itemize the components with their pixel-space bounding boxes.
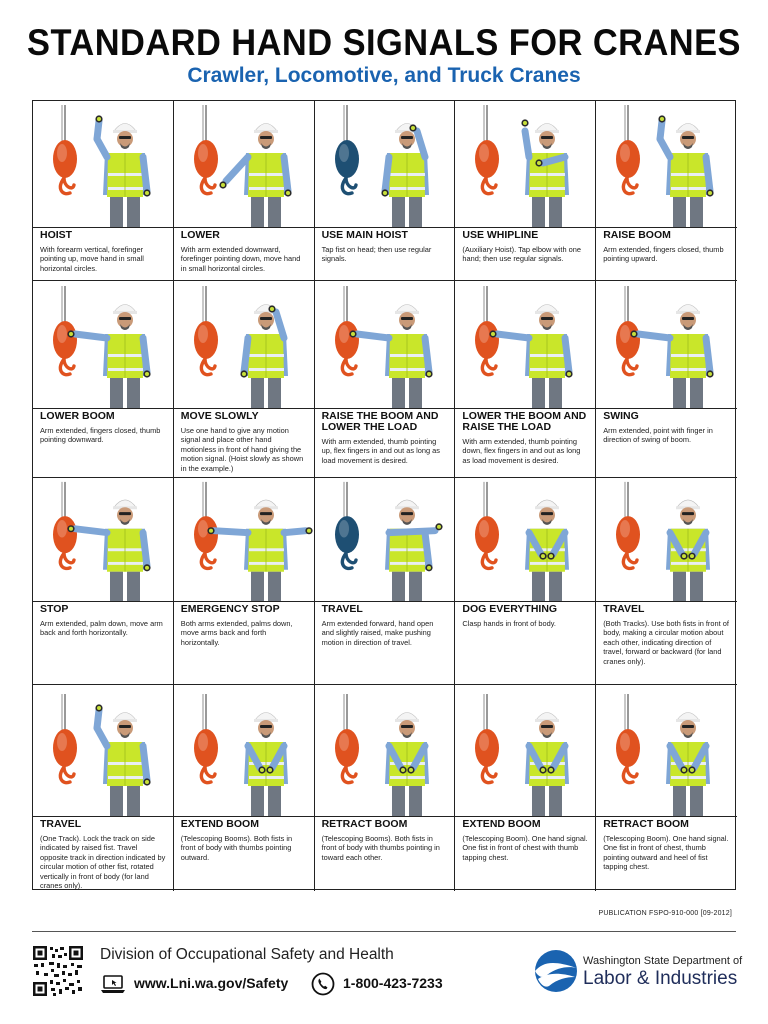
signal-label	[33, 816, 173, 890]
signal-illustration	[596, 101, 737, 227]
signal-description: Use one hand to give any motion signal and place other hand motionless in front of hand giving the motion signal. (Hoist slowly as shown in the example.)	[180, 426, 304, 473]
phone-icon	[311, 972, 335, 1001]
signal-title: RETRACT BOOM	[321, 818, 408, 830]
laptop-icon	[100, 974, 126, 999]
signal-title: LOWER THE BOOM AND RAISE THE LOAD	[462, 410, 587, 433]
signal-description: Arm extended, fingers closed, thumb pointing upward.	[603, 245, 724, 264]
signal-card	[174, 685, 315, 891]
signal-description: Tap fist on head; then use regular signals.	[321, 245, 432, 264]
signal-title: RAISE BOOM	[603, 229, 671, 241]
signal-label	[455, 601, 595, 628]
signal-card	[33, 478, 174, 685]
signal-description: (Both Tracks). Use both fists in front of body, making a circular motion about each other, indicating direction of travel, forward or backward (for land cranes only).	[603, 619, 729, 666]
signal-card	[33, 281, 174, 478]
signal-label	[174, 408, 314, 473]
signal-illustration	[315, 685, 455, 816]
publication-number: PUBLICATION FSPO-910-000 [09-2012]	[598, 910, 732, 917]
signal-label	[315, 816, 455, 862]
signal-description: With arm extended, thumb pointing up, flex fingers in and out as long as load movement is desired.	[321, 437, 440, 465]
signal-illustration	[455, 281, 595, 408]
signal-description: Arm extended forward, hand open and slightly raised, make pushing motion in direction of travel.	[321, 619, 434, 647]
signal-label	[174, 601, 314, 647]
signal-illustration	[174, 478, 314, 601]
phone-number[interactable]: 1-800-423-7233	[343, 975, 443, 991]
signal-card	[174, 281, 315, 478]
signal-label	[174, 816, 314, 862]
signal-description: Arm extended, palm down, move arm back and forth horizontally.	[40, 619, 163, 638]
signal-label	[596, 227, 737, 264]
signal-label	[33, 227, 173, 273]
signal-description: With arm extended downward, forefinger pointing down, move hand in small horizontal circles.	[180, 245, 301, 273]
website-link[interactable]: www.Lni.wa.gov/Safety	[134, 975, 289, 991]
signal-description: (Telescoping Boom). One hand signal. One fist in front of chest with thumb tapping chest.	[462, 834, 588, 862]
signal-illustration	[315, 478, 455, 601]
signal-grid	[32, 100, 736, 890]
signal-card	[174, 478, 315, 685]
signal-description: Arm extended, fingers closed, thumb pointing downward.	[40, 426, 161, 445]
signal-illustration	[33, 281, 173, 408]
signal-title: HOIST	[40, 229, 73, 241]
signal-title: USE WHIPLINE	[462, 229, 539, 241]
signal-label	[455, 408, 595, 465]
signal-title: MOVE SLOWLY	[180, 410, 259, 422]
signal-label	[33, 408, 173, 445]
signal-illustration	[596, 281, 737, 408]
signal-description: Both arms extended, palms down, move arms back and forth horizontally.	[180, 619, 293, 647]
signal-title: SWING	[603, 410, 639, 422]
signal-card	[315, 281, 456, 478]
signal-title: DOG EVERYTHING	[462, 603, 558, 615]
signal-label	[455, 227, 595, 264]
signal-illustration	[315, 101, 455, 227]
signal-card	[315, 478, 456, 685]
page-subtitle: Crawler, Locomotive, and Truck Cranes	[187, 64, 581, 87]
signal-description: (One Track). Lock the track on side indicated by raised fist. Travel opposite track in direction indicated by circular motion of other fist, rotated vertically in front of body (for land cranes only).	[40, 834, 166, 891]
footer-divider	[32, 931, 736, 932]
signal-description: Clasp hands in front of body.	[462, 619, 556, 628]
signal-label	[33, 601, 173, 638]
signal-description: (Telescoping Boom). One hand signal. One fist in front of chest, thumb pointing outward and heel of fist tapping chest.	[603, 834, 729, 872]
signal-description: Arm extended, point with finger in direction of swing of boom.	[603, 426, 713, 445]
signal-title: TRAVEL	[603, 603, 645, 615]
signal-card	[596, 281, 737, 478]
signal-illustration	[174, 281, 314, 408]
signal-title: STOP	[40, 603, 69, 615]
department-name-line2: Labor & Industries	[583, 968, 738, 989]
signal-card	[596, 478, 737, 685]
signal-card	[33, 685, 174, 891]
signal-title: USE MAIN HOIST	[321, 229, 408, 241]
signal-card	[315, 101, 456, 281]
signal-label	[315, 227, 455, 264]
signal-card	[596, 685, 737, 891]
signal-description: With arm extended, thumb pointing down, flex fingers in and out as long as load movement is desired.	[462, 437, 581, 465]
signal-description: (Auxiliary Hoist). Tap elbow with one hand; then use regular signals.	[462, 245, 581, 264]
signal-title: RAISE THE BOOM AND LOWER THE LOAD	[321, 410, 439, 433]
signal-illustration	[455, 478, 595, 601]
signal-card	[33, 101, 174, 281]
signal-card	[455, 478, 596, 685]
division-name: Division of Occupational Safety and Health	[100, 946, 394, 963]
signal-label	[455, 816, 595, 862]
signal-card	[315, 685, 456, 891]
lni-logo-icon	[533, 948, 579, 999]
signal-title: RETRACT BOOM	[603, 818, 689, 830]
signal-description: With forearm vertical, forefinger pointing up, move hand in small horizontal circles.	[40, 245, 144, 273]
signal-label	[596, 601, 737, 666]
signal-illustration	[315, 281, 455, 408]
signal-card	[596, 101, 737, 281]
signal-label	[596, 408, 737, 445]
signal-illustration	[455, 685, 595, 816]
signal-title: LOWER	[180, 229, 220, 241]
signal-description: (Telescoping Booms). Both fists in front of body with thumbs pointing in toward each other.	[321, 834, 440, 862]
signal-card	[174, 101, 315, 281]
signal-label	[174, 227, 314, 273]
signal-title: EXTEND BOOM	[180, 818, 259, 830]
signal-label	[315, 408, 455, 465]
signal-card	[455, 101, 596, 281]
signal-title: LOWER BOOM	[40, 410, 115, 422]
signal-description: (Telescoping Booms). Both fists in front of body with thumbs pointing outward.	[180, 834, 293, 862]
signal-illustration	[33, 685, 173, 816]
signal-title: EMERGENCY STOP	[180, 603, 280, 615]
qr-code-icon	[32, 945, 84, 997]
signal-card	[455, 685, 596, 891]
department-name-line1: Washington State Department of	[583, 955, 743, 967]
signal-card	[455, 281, 596, 478]
signal-illustration	[174, 685, 314, 816]
signal-title: EXTEND BOOM	[462, 818, 541, 830]
signal-title: TRAVEL	[321, 603, 363, 615]
signal-illustration	[596, 478, 737, 601]
signal-illustration	[455, 101, 595, 227]
signal-label	[315, 601, 455, 647]
page-title: STANDARD HAND SIGNALS FOR CRANES	[27, 22, 741, 63]
signal-label	[596, 816, 737, 872]
signal-illustration	[33, 101, 173, 227]
signal-illustration	[174, 101, 314, 227]
signal-illustration	[33, 478, 173, 601]
signal-title: TRAVEL	[40, 818, 82, 830]
signal-illustration	[596, 685, 737, 816]
